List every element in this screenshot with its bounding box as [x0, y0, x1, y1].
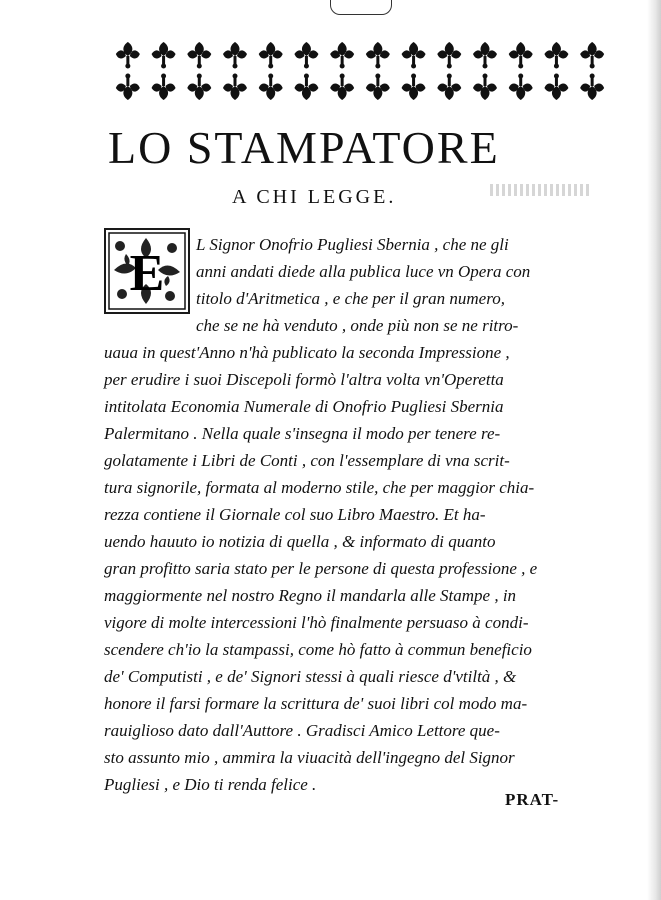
- text-line: honore il farsi formare la scrittura de' suoi libri col modo ma-: [104, 694, 528, 713]
- text-line: intitolata Economia Numerale di Onofrio Pugliesi Sbernia: [104, 397, 504, 416]
- text-line: titolo d'Aritmetica , e che per il gran numero,: [196, 289, 505, 308]
- text-line: anni andati diede alla publica luce vn Opera con: [196, 262, 531, 281]
- page-title: LO STAMPATORE: [108, 122, 500, 173]
- text-line: uendo hauuto io notizia di quella , & informato di quanto: [104, 532, 496, 551]
- text-line: gran profitto saria stato per le persone di questa professione , e: [104, 559, 538, 578]
- text-line: rezza contiene il Giornale col suo Libro Maestro. Et ha-: [104, 505, 486, 524]
- text-line: che se ne hà venduto , onde più non se ne ritro-: [196, 316, 519, 335]
- text-line: per erudire i suoi Discepoli formò l'altra volta vn'Operetta: [104, 370, 504, 389]
- page-subtitle: A CHI LEGGE.: [232, 186, 397, 208]
- catchword: PRAT-: [505, 790, 560, 809]
- text-line: Pugliesi , e Dio ti renda felice .: [104, 775, 317, 794]
- text-line: sto assunto mio , ammira la viuacità dell'ingegno del Signor: [104, 748, 515, 767]
- text-line: golatamente i Libri de Conti , con l'essemplare di vna scrit-: [104, 451, 510, 470]
- text-line: rauiglioso dato dall'Auttore . Gradisci Amico Lettore que-: [104, 721, 500, 740]
- drop-cap-letter: E: [129, 245, 165, 302]
- text-line: L Signor Onofrio Pugliesi Sbernia , che ne gli: [196, 235, 509, 254]
- text-line: uaua in quest'Anno n'hà publicato la seconda Impressione ,: [104, 343, 510, 362]
- text-line: tura signorile, formata al moderno stile, che per maggior chia-: [104, 478, 535, 497]
- text-line: maggiormente nel nostro Regno il mandarla alle Stampe , in: [104, 586, 517, 605]
- text-line: Palermitano . Nella quale s'insegna il modo per tenere re-: [104, 424, 501, 443]
- text-line: scendere ch'io la stampassi, come hò fatto à commun beneficio: [104, 640, 532, 659]
- text-line: vigore di molte intercessioni l'hò finalmente persuaso à condi-: [104, 613, 529, 632]
- text-line: de' Computisti , e de' Signori stessi à quali riesce d'vtiltà , &: [104, 667, 517, 686]
